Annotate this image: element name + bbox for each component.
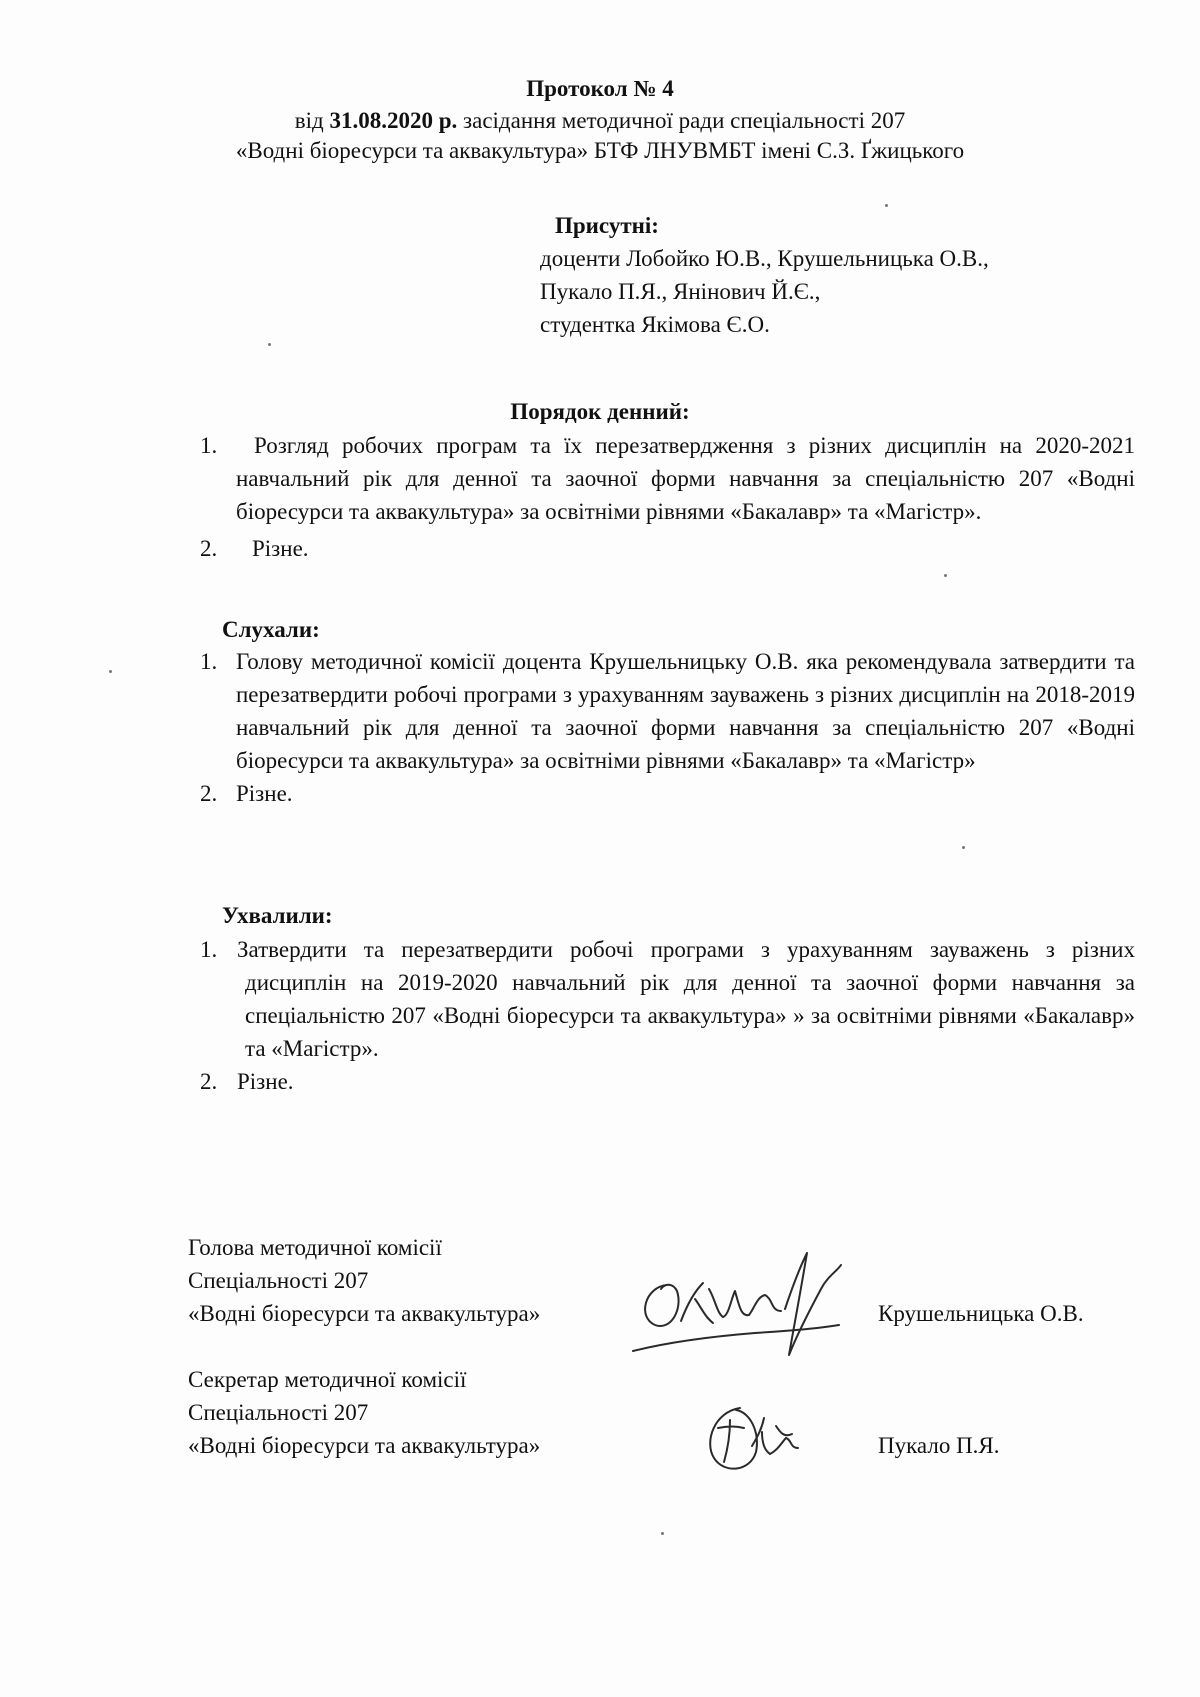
- signer-role-line: Спеціальності 207: [188, 1400, 369, 1425]
- list-item: [200, 1065, 1135, 1098]
- scan-speck: [268, 343, 271, 346]
- protocol-date-line: [0, 106, 1200, 136]
- organization-line: «Водні біоресурси та аквакультура» БТФ ЛНУВМБТ імені С.З. Ґжицького: [235, 138, 965, 163]
- list-item: [200, 645, 1135, 777]
- scan-speck: [109, 670, 112, 673]
- date-prefix: від: [294, 108, 324, 133]
- protocol-date: 31.08.2020 р.: [329, 108, 458, 133]
- signer-role-line: «Водні біоресурси та аквакультура»: [188, 1301, 541, 1326]
- item-number: 1.: [200, 937, 218, 962]
- scan-speck: [661, 1532, 664, 1535]
- agenda-list: [200, 429, 1135, 565]
- signer-role-line: «Водні біоресурси та аквакультура»: [188, 1433, 541, 1458]
- signer-role-line: Голова методичної комісії: [188, 1235, 442, 1260]
- scan-speck: [885, 204, 888, 207]
- item-number: 1.: [200, 649, 218, 674]
- scan-speck: [944, 574, 947, 577]
- present-line: студентка Якімова Є.О.: [540, 312, 770, 337]
- item-text: Різне.: [252, 536, 309, 561]
- item-text: Голову методичної комісії доцента Крушельницьку О.В. яка рекомендувала затвердити та перезатвердити робочі програми з урахуванням зауважень з різних дисциплін на 2018-2019 навчальний рік для денної та заочної форми навчання за спеціальністю 207 «Водні біоресурси та аквакультура» за освітніми рівнями «Бакалавр» та «Магістр»: [236, 649, 1135, 773]
- meeting-description: засідання методичної ради спеціальності 207: [463, 108, 906, 133]
- list-item: [200, 777, 1135, 810]
- decided-heading: Ухвалили:: [222, 903, 333, 928]
- signer-role-line: Секретар методичної комісії: [188, 1367, 467, 1392]
- present-line: Пукало П.Я., Янінович Й.Є.,: [540, 279, 821, 304]
- signer-name: Крушельницька О.В.: [878, 1301, 1084, 1326]
- heard-heading: Слухали:: [222, 617, 320, 642]
- secretary-signature-block: [188, 1363, 1148, 1462]
- signer-name: Пукало П.Я.: [878, 1433, 1000, 1458]
- agenda-heading: Порядок денний:: [510, 399, 690, 424]
- item-number: 2.: [200, 781, 218, 806]
- item-number: 1.: [200, 433, 218, 458]
- item-number: 2.: [200, 536, 218, 561]
- present-heading: Присутні:: [555, 213, 659, 238]
- item-number: 2.: [200, 1069, 218, 1094]
- list-item: [200, 429, 1135, 528]
- signer-role-line: Спеціальності 207: [188, 1268, 369, 1293]
- scan-speck: [962, 846, 965, 849]
- item-text: Затвердити та перезатвердити робочі програми з урахуванням зауважень з різних дисциплін на 2019-2020 навчальний рік для денної та заочної форми навчання за спеціальністю 207 «Водні біоресурси та аквакультура» » за освітніми рівнями «Бакалавр» та «Магістр».: [237, 937, 1135, 1061]
- list-item: [200, 532, 1135, 565]
- decided-list: [200, 933, 1135, 1098]
- chair-signature-block: [188, 1231, 1148, 1330]
- item-text: Розгляд робочих програм та їх перезатвердження з різних дисциплін на 2020-2021 навчальний рік для денної та заочної форми навчання за спеціальністю 207 «Водні біоресурси та аквакультура» за освітніми рівнями «Бакалавр» та «Магістр».: [236, 433, 1135, 524]
- protocol-title: Протокол № 4: [526, 76, 674, 101]
- item-text: Різне.: [237, 1069, 294, 1094]
- present-section: [540, 209, 1140, 341]
- item-text: Різне.: [236, 781, 293, 806]
- heard-list: [200, 645, 1135, 810]
- present-line: доценти Лобойко Ю.В., Крушельницька О.В.,: [540, 246, 989, 271]
- list-item: [200, 933, 1135, 1065]
